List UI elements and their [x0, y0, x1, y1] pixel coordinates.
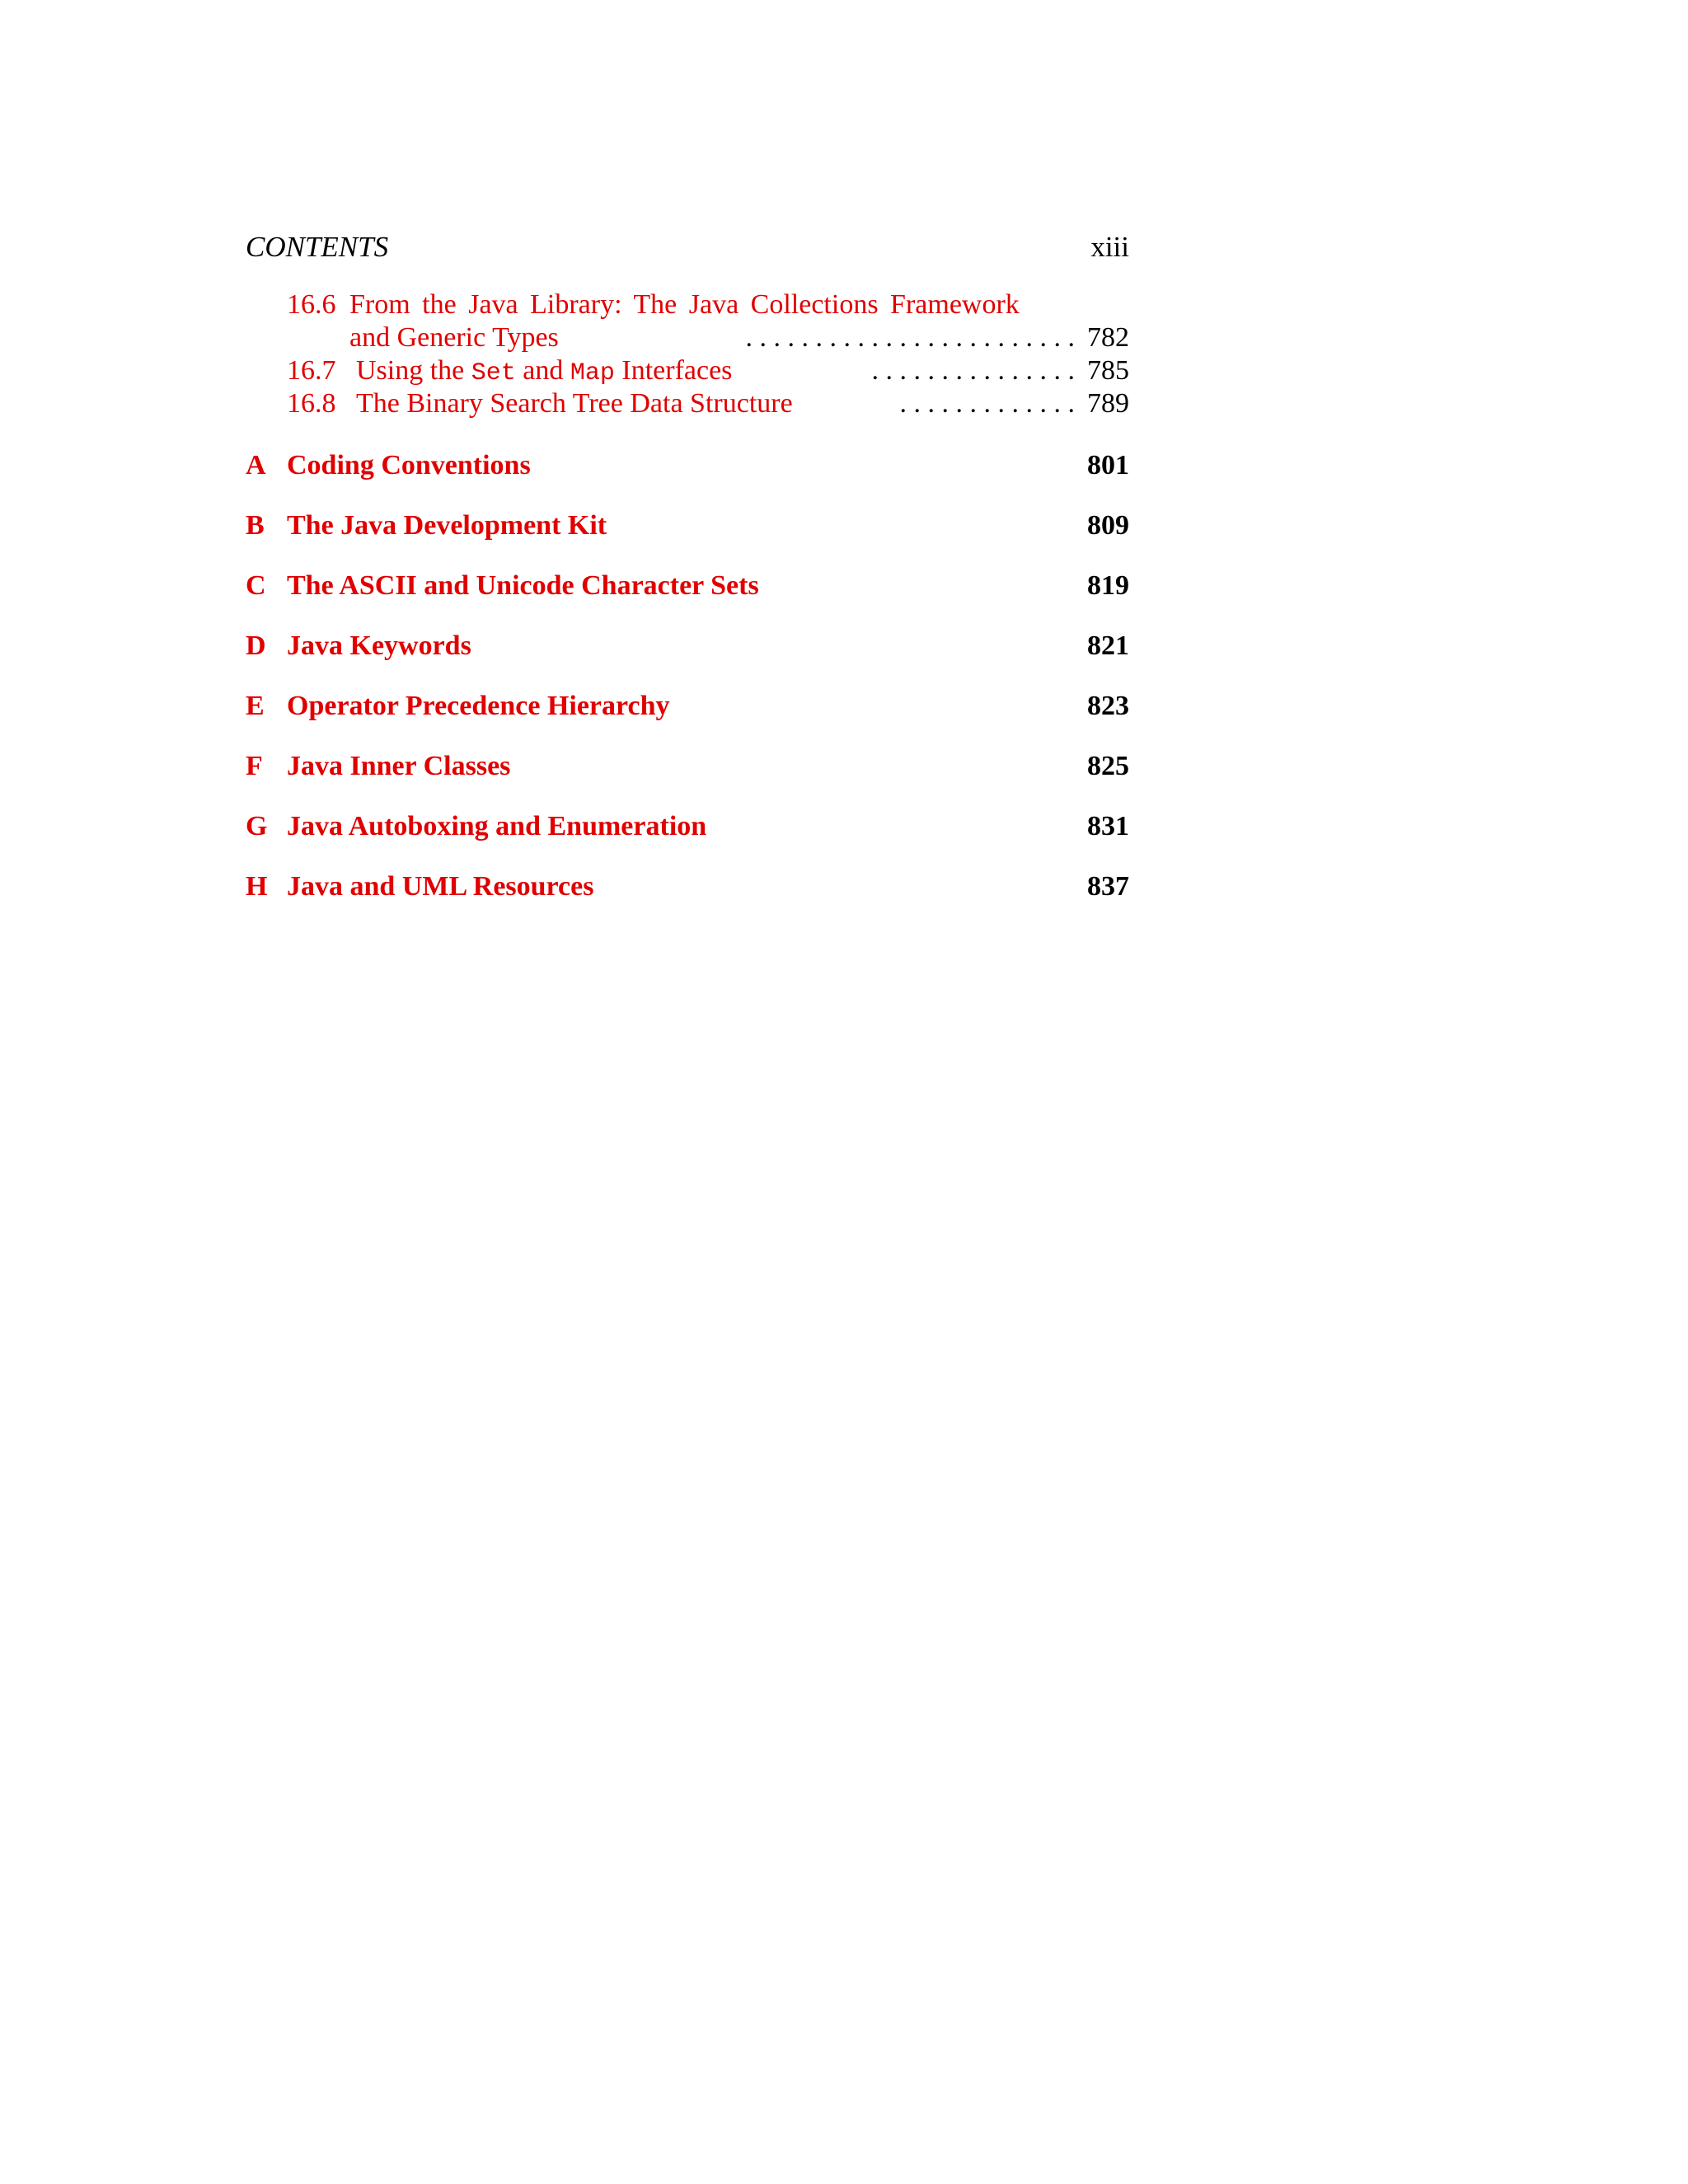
- appendix-letter: A: [246, 450, 266, 480]
- title-text-post: Interfaces: [614, 355, 733, 386]
- appendix-letter: F: [246, 751, 263, 781]
- section-page-number: 785: [1087, 355, 1129, 386]
- section-number: 16.7: [287, 355, 336, 386]
- section-title[interactable]: The Binary Search Tree Data Structure: [356, 388, 793, 419]
- section-page-number: 782: [1087, 322, 1129, 353]
- appendix-letter: H: [246, 871, 268, 902]
- toc-appendix-c[interactable]: [246, 565, 1129, 626]
- appendix-page-number: 825: [1087, 751, 1129, 781]
- dot-leader: . . . . . . . . . . . . . . .: [871, 355, 1075, 386]
- title-text-mid: and: [515, 355, 570, 386]
- appendix-page-number: 801: [1087, 450, 1129, 480]
- section-number: 16.6: [287, 289, 336, 320]
- running-head: [246, 227, 1129, 267]
- appendix-letter: E: [246, 691, 265, 721]
- appendix-title[interactable]: Java Inner Classes: [287, 751, 511, 781]
- appendix-title[interactable]: Java Keywords: [287, 630, 471, 661]
- toc-appendix-a[interactable]: [246, 445, 1129, 505]
- toc-appendix-g[interactable]: [246, 806, 1129, 866]
- toc-entry-16-8[interactable]: [246, 387, 1129, 420]
- toc-appendix-d[interactable]: [246, 626, 1129, 686]
- page-number: xiii: [1090, 231, 1129, 263]
- appendix-title[interactable]: Operator Precedence Hierarchy: [287, 691, 670, 721]
- appendix-page-number: 831: [1087, 811, 1129, 841]
- dot-leader: . . . . . . . . . . . . .: [899, 388, 1075, 419]
- code-set: Set: [471, 359, 516, 387]
- appendix-title[interactable]: The ASCII and Unicode Character Sets: [287, 570, 759, 601]
- section-title[interactable]: [356, 354, 732, 390]
- leader-row: [246, 321, 1129, 354]
- toc-appendix-f[interactable]: [246, 746, 1129, 806]
- dot-leader: . . . . . . . . . . . . . . . . . . . . . . . .: [745, 322, 1075, 353]
- appendix-list: [246, 445, 1129, 926]
- appendix-page-number: 821: [1087, 630, 1129, 661]
- appendix-letter: G: [246, 811, 268, 841]
- appendix-title[interactable]: Java and UML Resources: [287, 871, 594, 902]
- appendix-letter: D: [246, 630, 266, 661]
- code-map: Map: [570, 359, 615, 387]
- section-page-number: 789: [1087, 388, 1129, 419]
- title-text-pre: Using the: [356, 355, 471, 386]
- running-head-title: CONTENTS: [246, 231, 389, 263]
- section-list: [246, 288, 1129, 420]
- toc-page: [246, 0, 1129, 2184]
- appendix-letter: B: [246, 510, 265, 541]
- appendix-letter: C: [246, 570, 266, 601]
- toc-appendix-b[interactable]: [246, 505, 1129, 565]
- toc-entry-16-6[interactable]: [246, 288, 1129, 354]
- appendix-page-number: 809: [1087, 510, 1129, 541]
- appendix-page-number: 823: [1087, 691, 1129, 721]
- section-number: 16.8: [287, 388, 336, 419]
- toc-appendix-h[interactable]: [246, 866, 1129, 926]
- appendix-page-number: 837: [1087, 871, 1129, 902]
- section-title-line-1[interactable]: From the Java Library: The Java Collections Framework: [349, 289, 1020, 320]
- appendix-title[interactable]: The Java Development Kit: [287, 510, 607, 541]
- toc-appendix-e[interactable]: [246, 686, 1129, 746]
- section-title-line-2[interactable]: and Generic Types: [349, 322, 559, 353]
- appendix-title[interactable]: Java Autoboxing and Enumeration: [287, 811, 707, 841]
- toc-entry-16-7[interactable]: [246, 354, 1129, 387]
- appendix-page-number: 819: [1087, 570, 1129, 601]
- appendix-title[interactable]: Coding Conventions: [287, 450, 531, 480]
